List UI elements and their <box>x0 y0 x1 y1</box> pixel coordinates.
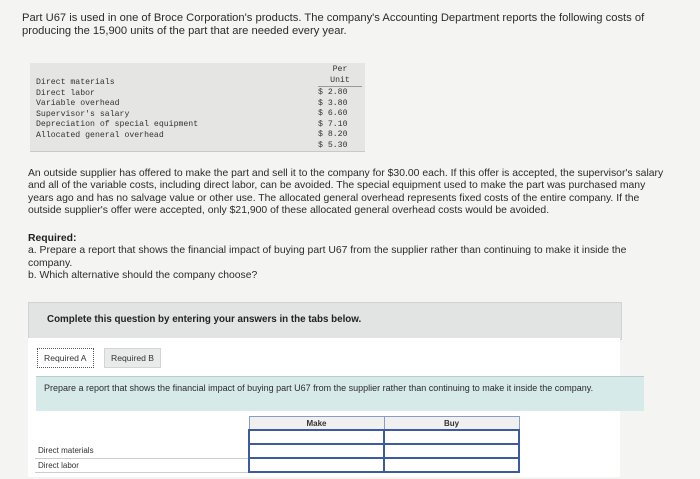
cost-label-allocated-overhead: Allocated general overhead <box>36 130 164 140</box>
supplier-offer-paragraph: An outside supplier has offered to make the part and sell it to the company for $30.00 each. If this offer is accepted, the supervisor's salary and all of the variable costs, including direct labor, can be avoided. The special equipment used to make the part was purchased many years ago and has no salvage value or other use. The allocated general overhead represents fixed costs of the entire company. If the outside supplier's offer were accepted, only $21,900 of these allocated general overhead costs would be avoided. <box>28 168 664 216</box>
required-section <box>28 233 673 282</box>
cost-label-direct-labor: Direct labor <box>36 88 95 98</box>
tab-required-b[interactable]: Required B <box>104 348 161 368</box>
row-label-direct-labor: Direct labor <box>35 458 249 472</box>
cost-value-depreciation: $ 8.20 <box>318 130 348 139</box>
cost-table <box>30 63 365 152</box>
unit-header: Unit <box>330 75 350 85</box>
input-buy-direct-materials[interactable] <box>384 444 519 458</box>
report-table <box>35 416 520 473</box>
cost-value-supervisor-salary: $ 7.10 <box>318 119 348 129</box>
required-b: b. Which alternative should the company choose? <box>28 269 258 281</box>
col-buy-header: Buy <box>384 417 519 431</box>
intro-text: Part U67 is used in one of Broce Corporation's products. The company's Accounting Department reports the following costs of producing the 15,900 units of the part that are needed every year. <box>22 12 645 37</box>
table-row <box>35 444 519 458</box>
row-label-direct-materials: Direct materials <box>35 444 249 458</box>
tab-required-a[interactable]: Required A <box>37 348 94 368</box>
cost-label-direct-materials: Direct materials <box>36 78 115 87</box>
prompt-text: Prepare a report that shows the financial impact of buying part U67 from the supplier rather than continuing to make it inside the company. <box>44 383 594 393</box>
col-make-header: Make <box>249 417 384 431</box>
input-buy-direct-labor[interactable] <box>384 458 519 472</box>
instruction-box <box>28 302 622 340</box>
input-make-direct-labor[interactable] <box>249 458 384 472</box>
report-header-row <box>35 417 519 431</box>
cost-value-variable-overhead: $ 6.60 <box>318 109 348 118</box>
input-make-spacer[interactable] <box>249 430 384 444</box>
table-row <box>35 430 519 444</box>
report-spacer <box>35 430 249 444</box>
per-header: Per <box>332 65 348 74</box>
prompt-bar <box>36 376 644 411</box>
cost-label-variable-overhead: Variable overhead <box>36 99 120 108</box>
input-make-direct-materials[interactable] <box>249 444 384 458</box>
table-row <box>35 458 519 472</box>
required-heading: Required: <box>28 233 77 244</box>
tabs-panel <box>28 338 620 477</box>
cost-label-supervisor-salary: Supervisor's salary <box>36 109 130 119</box>
cost-value-allocated-overhead: $ 5.30 <box>318 140 348 150</box>
input-buy-spacer[interactable] <box>384 430 519 444</box>
required-a: a. Prepare a report that shows the financial impact of buying part U67 from the supplier rather than continuing to make it inside the company. <box>28 245 627 269</box>
cost-value-direct-materials: $ 2.80 <box>318 88 348 97</box>
instruction-text: Complete this question by entering your answers in the tabs below. <box>47 314 362 325</box>
cost-labels <box>36 78 198 141</box>
cost-label-depreciation: Depreciation of special equipment <box>36 120 199 129</box>
cost-value-direct-labor: $ 3.80 <box>318 98 348 108</box>
per-unit-header <box>318 63 362 87</box>
report-header-blank <box>35 417 249 431</box>
per-unit-column <box>318 63 362 151</box>
